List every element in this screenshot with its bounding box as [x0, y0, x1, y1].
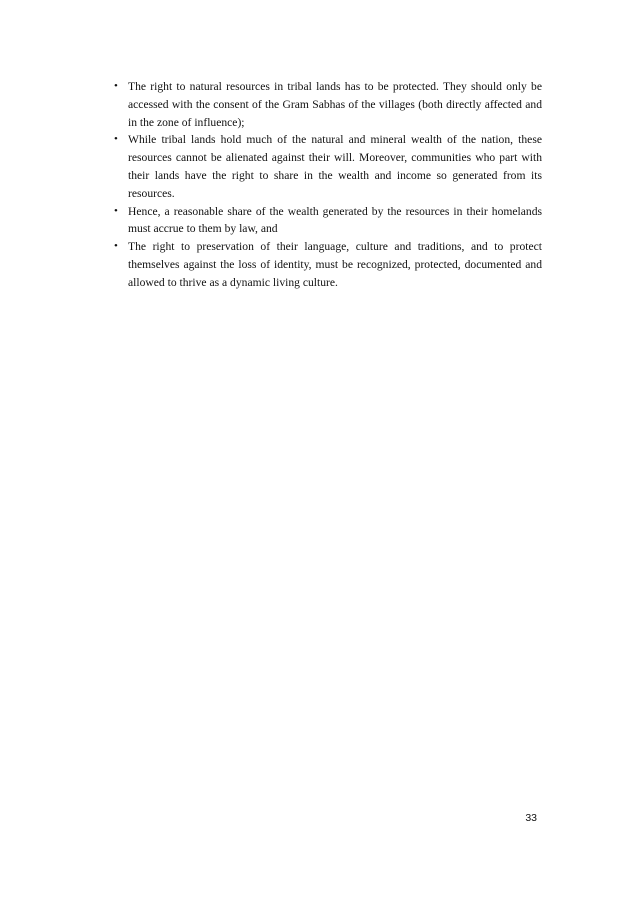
- list-item: [114, 78, 542, 131]
- bullet-icon: •: [114, 204, 118, 217]
- bullet-icon: •: [114, 80, 118, 92]
- list-item-text: Hence, a reasonable share of the wealth generated by the resources in their homelands must accrue to them by law, and: [128, 204, 542, 236]
- list-item-text: The right to preservation of their language, culture and traditions, and to protect themselves against the loss of identity, must be recognized, protected, documented and allowed to thrive as a dynamic living culture.: [128, 240, 542, 289]
- bullet-list: [114, 78, 542, 292]
- list-item: [114, 238, 542, 291]
- bullet-icon: •: [114, 240, 118, 253]
- page-number: 33: [525, 812, 537, 824]
- bullet-icon: •: [114, 133, 118, 146]
- list-item: [114, 203, 542, 239]
- list-item: [114, 131, 542, 202]
- list-item-text: While tribal lands hold much of the natural and mineral wealth of the nation, these resources cannot be alienated against their will. Moreover, communities who part with their lands have the right to share in the wealth and income so generated from its resources.: [128, 133, 542, 200]
- list-item-text: The right to natural resources in tribal lands has to be protected. They should only be accessed with the consent of the Gram Sabhas of the villages (both directly affected and in the zone of influence);: [128, 80, 542, 129]
